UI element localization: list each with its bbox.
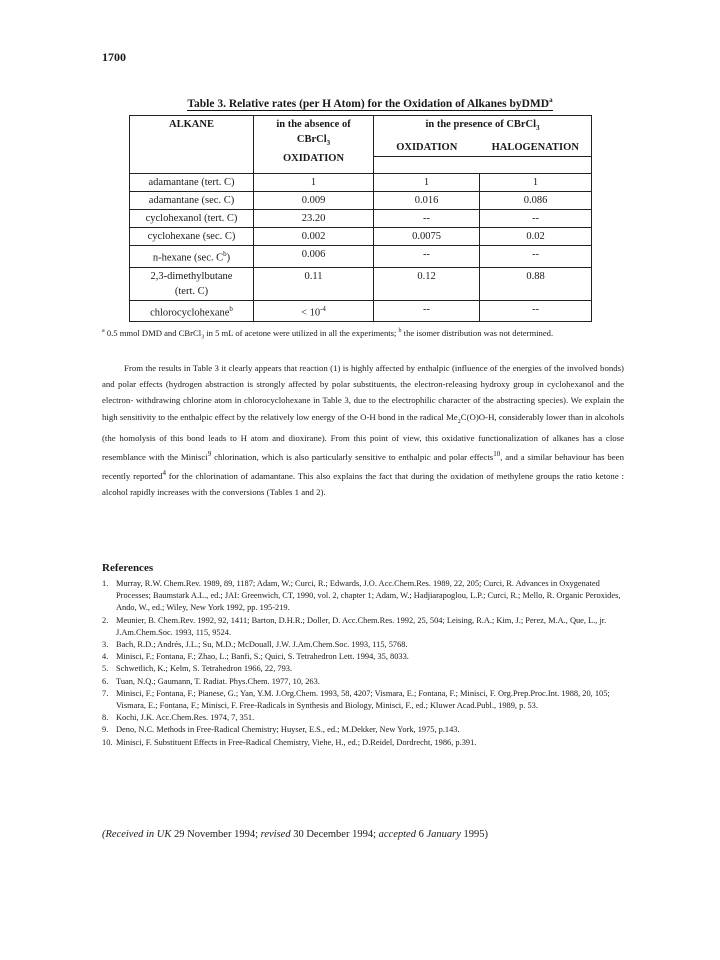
reference-item: 3. Bach, R.D.; Andrés, J.L.; Su, M.D.; McDouall, J.W. J.Am.Chem.Soc. 1993, 115, 5768. — [102, 640, 408, 650]
col-alkane-header: ALKANE — [130, 116, 254, 174]
table-row: n-hexane (sec. $C^b$) 0.006 -- -- — [130, 246, 592, 268]
col-absence-header: in the absence of CBrCl$_3$ OXIDATION — [254, 116, 374, 174]
col-oxidation-header: OXIDATION — [374, 137, 480, 157]
reference-item: 9. Deno, N.C. Methods in Free-Radical Chemistry; Huyser, E.S., ed.; M.Dekker, New York, 1975, p.143. — [102, 725, 460, 735]
received-dates: (Received in UK 29 November 1994; revised 30 December 1994; accepted 6 January 1995) — [102, 829, 488, 840]
table-footnote: $^a$ 0.5 mmol DMD and CBrCl$_3$ in 5 mL of acetone were utilized in all the experiments; $^b$ the isomer distribution was not determined. — [102, 327, 554, 341]
reference-item: 7. Minisci, F.; Fontana, F.; Pianese, G.; Yan, Y.M. J.Org.Chem. 1993, 58, 4207; Vismara, E.; Fontana, F.; Minisci, F. Org.Prep.Proc.Int. 1988, 20, 105; Vismara, E.; Fontana, F.; Minisci, F. Free-Radicals in Synthesis and Biology, Minisci, F., ed.; Kluwer Acad.Publ., 1989, p. 53. — [102, 688, 610, 711]
table-row: cyclohexanol (tert. C) 23.20 -- -- — [130, 210, 592, 228]
discussion-paragraph: From the results in Table 3 it clearly appears that reaction (1) is highly affected by enthalpic (influence of the energies of the involved bonds) and polar effects (hydrogen abstraction is strongly affected by polar substituents, the electron-releasing hydroxy group in cyclohexanol and the electron- withdrawing chlorine atom in chlorocyclohexane in Table 3, due to the electrophilic character of the abstracting species). We explain the high sensitivity to the enthalpic effect by the relatively low energy of the O-H bond in the radical $Me_2C(O)O-H$, considerably lower than in alcohols (the homolysis of this bond leads to H atom and dioxirane). From this point of view, this oxidative functionalization of alkanes has a close resemblance with the Minisci$^9$ chlorination, which is also particularly sensitive to enthalpic and polar effects$^{10}$, and a similar behaviour has been recently reported$^4$ for the chlorination of adamantane. This also explains the fact that during the oxidation of methylene groups the ratio ketone : alcohol rapidly increases with the conversions (Tables 1 and 2). — [102, 363, 624, 498]
references-list — [102, 578, 624, 749]
col-halogenation-header: HALOGENATION — [480, 137, 592, 157]
table-row: adamantane (tert. C) 1 1 1 — [130, 174, 592, 192]
reference-item: 10. Minisci, F. Substituent Effects in Free-Radical Chemistry, Viehe, H., ed.; D.Reidel, Dordrecht, 1986, p.391. — [102, 737, 477, 747]
page-number: 1700 — [102, 50, 126, 64]
table-row: 2,3-dimethylbutane (tert. C) 0.11 0.12 0.88 — [130, 267, 592, 300]
table-row: cyclohexane (sec. C) 0.002 0.0075 0.02 — [130, 228, 592, 246]
reference-item: 8. Kochi, J.K. Acc.Chem.Res. 1974, 7, 351. — [102, 713, 255, 723]
col-presence-header: in the presence of CBrCl$_3$ — [374, 116, 592, 138]
reference-item: 1. Murray, R.W. Chem.Rev. 1989, 89, 1187; Adam, W.; Curci, R.; Edwards, J.O. Acc.Chem.Res. 1989, 22, 205; Curci, R. Advances in Oxygenated Processes; Baumstark A.L., ed.; JAI: Greenwich, CT, 1990, vol. 2, chapter 1; Adam, W.; Hadjiarapoglou, L.P.; Curci, R.; Mello, R. Organic Peroxides, Ando, W., ed.; Wiley, New York 1992, pp. 195-219. — [102, 579, 621, 613]
reference-item: 4. Minisci, F.; Fontana, F.; Zhao, L.; Banfi, S.; Quici, S. Tetrahedron Lett. 1994, 35, 8033. — [102, 652, 409, 662]
results-table — [129, 115, 592, 322]
table-row: chlorocyclohexane$^b$ < $10^{-4}$ -- -- — [130, 300, 592, 322]
reference-item: 5. Schwetlich, K.; Kelm, S. Tetrahedron 1966, 22, 793. — [102, 664, 293, 674]
references-heading: References — [102, 562, 154, 574]
header-spacer — [374, 157, 592, 174]
table-row: adamantane (sec. C) 0.009 0.016 0.086 — [130, 192, 592, 210]
reference-item: 6. Tuan, N.Q.; Gaumann, T. Radiat. Phys.Chem. 1977, 10, 263. — [102, 676, 320, 686]
table-title: Table 3. Relative rates (per H Atom) for the Oxidation of Alkanes byDMD$^a$ — [187, 96, 553, 110]
reference-item: 2. Meunier, B. Chem.Rev. 1992, 92, 1411; Barton, D.H.R.; Doller, D. Acc.Chem.Res. 1992, 25, 504; Leising, R.A.; Kim, J.; Perez, M.A., Que, L., jr. J.Am.Chem.Soc. 1993, 115, 9524. — [102, 615, 607, 637]
